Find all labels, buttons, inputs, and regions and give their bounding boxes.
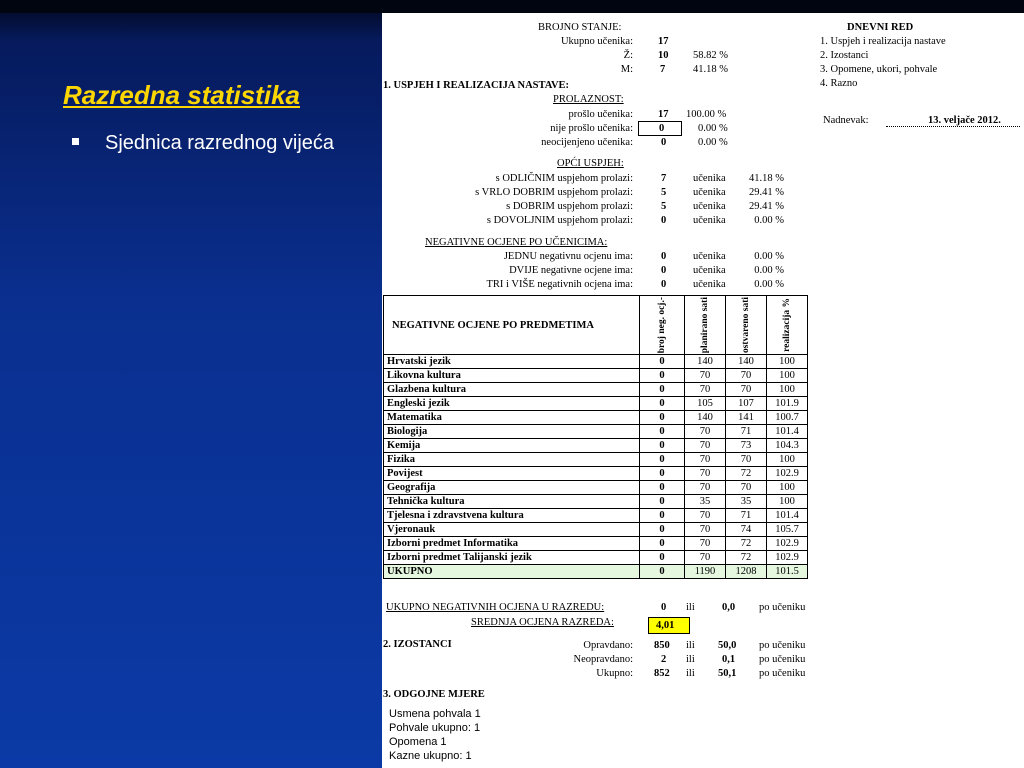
neg-count: 0 — [640, 355, 685, 369]
realized-hours: 72 — [726, 467, 767, 481]
planned-hours: 70 — [685, 509, 726, 523]
subject-name: Izborni predmet Talijanski jezik — [384, 551, 640, 565]
opci-pct: 29.41 % — [749, 187, 784, 198]
prolaznost-value: 0 — [661, 137, 667, 148]
opci-pct: 0.00 % — [754, 215, 784, 226]
neg-pct: 0.00 % — [754, 279, 784, 290]
planned-hours: 70 — [685, 383, 726, 397]
neg-count: 0 — [640, 439, 685, 453]
po-ucenika-text: po učeniku — [759, 668, 806, 679]
mjere-item: Pohvale ukupno: 1 — [389, 722, 481, 734]
realization-pct: 100 — [767, 355, 808, 369]
table-row — [384, 355, 808, 369]
neg-label: JEDNU negativnu ocjenu ima: — [503, 251, 633, 262]
realized-hours: 140 — [726, 355, 767, 369]
subject-name: Hrvatski jezik — [384, 355, 640, 369]
neg-count: 0 — [640, 509, 685, 523]
opci-label: s VRLO DOBRIM uspjehom prolazi: — [475, 187, 633, 198]
avg-grade-label: SREDNJA OCJENA RAZREDA: — [471, 617, 614, 628]
neg-per-student: 0,0 — [722, 602, 736, 613]
brojno-value: 7 — [660, 64, 666, 75]
subject-name: Engleski jezik — [384, 397, 640, 411]
slide-bullet — [72, 132, 334, 155]
brojno-value: 17 — [658, 36, 669, 47]
table-row — [384, 453, 808, 467]
realized-hours: 35 — [726, 495, 767, 509]
table-row — [384, 467, 808, 481]
opci-unit: učenika — [693, 201, 726, 212]
realized-hours: 71 — [726, 425, 767, 439]
table-row — [384, 481, 808, 495]
planned-hours: 70 — [685, 425, 726, 439]
subject-name: Glazbena kultura — [384, 383, 640, 397]
realization-pct: 100 — [767, 383, 808, 397]
predmeti-body — [384, 355, 808, 579]
brojno-header: BROJNO STANJE: — [538, 22, 622, 33]
mjere-item: Kazne ukupno: 1 — [389, 750, 472, 762]
opci-unit: učenika — [693, 173, 726, 184]
table-row — [384, 425, 808, 439]
table-row — [384, 537, 808, 551]
planned-hours: 140 — [685, 355, 726, 369]
planned-hours: 1190 — [685, 565, 726, 579]
ili-text: ili — [686, 602, 695, 613]
realization-pct: 102.9 — [767, 537, 808, 551]
table-row — [384, 523, 808, 537]
realization-pct: 101.9 — [767, 397, 808, 411]
col-ostv-header: ostvareno sati — [726, 296, 767, 355]
realized-hours: 70 — [726, 369, 767, 383]
neg-count: 0 — [640, 565, 685, 579]
mjere-item: Usmena pohvala 1 — [389, 708, 481, 720]
realization-pct: 101.5 — [767, 565, 808, 579]
realization-pct: 102.9 — [767, 551, 808, 565]
neg-count: 0 — [640, 495, 685, 509]
table-row — [384, 411, 808, 425]
subject-name: UKUPNO — [384, 565, 640, 579]
brojno-pct: 58.82 % — [693, 50, 728, 61]
realization-pct: 100 — [767, 495, 808, 509]
table-row — [384, 551, 808, 565]
realization-pct: 100 — [767, 481, 808, 495]
section-izostanci: 2. IZOSTANCI — [383, 639, 452, 650]
table-total-row — [384, 565, 808, 579]
opci-unit: učenika — [693, 215, 726, 226]
prolaznost-pct: 100.00 % — [686, 109, 727, 120]
realized-hours: 73 — [726, 439, 767, 453]
realization-pct: 100.7 — [767, 411, 808, 425]
dnevni-red-header: DNEVNI RED — [847, 22, 914, 33]
neg-unit: učenika — [693, 279, 726, 290]
brojno-pct: 41.18 % — [693, 64, 728, 75]
subject-name: Tehnička kultura — [384, 495, 640, 509]
neg-pct: 0.00 % — [754, 251, 784, 262]
dnevni-red-item: 1. Uspjeh i realizacija nastave — [820, 36, 946, 47]
slide-title: Razredna statistika — [63, 80, 300, 110]
neg-count: 0 — [640, 537, 685, 551]
date-label: Nadnevak: — [823, 115, 869, 126]
bullet-square-icon — [72, 138, 79, 145]
section-uspjeh: 1. USPJEH I REALIZACIJA NASTAVE: — [383, 80, 570, 91]
po-ucenika-text: po učeniku — [759, 602, 806, 613]
opci-value: 0 — [661, 215, 667, 226]
dnevni-red-item: 4. Razno — [820, 78, 858, 89]
planned-hours: 35 — [685, 495, 726, 509]
opci-pct: 29.41 % — [749, 201, 784, 212]
table-row — [384, 369, 808, 383]
prolaznost-label: nije prošlo učenika: — [550, 123, 633, 134]
planned-hours: 70 — [685, 467, 726, 481]
brojno-label: M: — [620, 64, 633, 75]
brojno-value: 10 — [658, 50, 669, 61]
planned-hours: 70 — [685, 537, 726, 551]
neg-label: TRI i VIŠE negativnih ocjena ima: — [486, 279, 633, 290]
opci-unit: učenika — [693, 187, 726, 198]
po-ucenika-text: po učeniku — [759, 640, 806, 651]
neg-count: 0 — [640, 369, 685, 383]
table-row — [384, 495, 808, 509]
col-neg-header: broj neg. ocj.- — [640, 296, 685, 355]
section-mjere: 3. ODGOJNE MJERE — [383, 689, 485, 700]
realized-hours: 70 — [726, 481, 767, 495]
realization-pct: 100 — [767, 453, 808, 467]
planned-hours: 140 — [685, 411, 726, 425]
realized-hours: 70 — [726, 453, 767, 467]
table-row — [384, 397, 808, 411]
opci-value: 5 — [661, 187, 667, 198]
ili-text: ili — [686, 654, 695, 665]
neg-count: 0 — [640, 551, 685, 565]
spreadsheet-image — [382, 13, 1024, 768]
subject-name: Izborni predmet Informatika — [384, 537, 640, 551]
realized-hours: 72 — [726, 551, 767, 565]
table-header-row — [384, 296, 808, 355]
bullet-text: Sjednica razrednog vijeća — [105, 132, 335, 154]
brojno-label: Ž: — [623, 50, 633, 61]
realization-pct: 104.3 — [767, 439, 808, 453]
realized-hours: 70 — [726, 383, 767, 397]
realized-hours: 74 — [726, 523, 767, 537]
opci-value: 7 — [661, 173, 667, 184]
neg-label: DVIJE negativne ocjene ima: — [509, 265, 633, 276]
izostanci-label: Opravdano: — [583, 640, 633, 651]
neg-total-label: UKUPNO NEGATIVNIH OCJENA U RAZREDU: — [386, 602, 605, 613]
neg-unit: učenika — [693, 265, 726, 276]
planned-hours: 70 — [685, 369, 726, 383]
neg-count: 0 — [640, 453, 685, 467]
prolaznost-label: prošlo učenika: — [568, 109, 633, 120]
realized-hours: 71 — [726, 509, 767, 523]
planned-hours: 70 — [685, 439, 726, 453]
neg-count: 0 — [640, 467, 685, 481]
subject-name: Matematika — [384, 411, 640, 425]
dnevni-red-item: 3. Opomene, ukori, pohvale — [820, 64, 938, 75]
prolaznost-value: 0 — [659, 123, 665, 134]
neg-count: 0 — [640, 397, 685, 411]
planned-hours: 70 — [685, 453, 726, 467]
realization-pct: 105.7 — [767, 523, 808, 537]
izostanci-per: 50,1 — [718, 668, 737, 679]
neg-total-value: 0 — [661, 602, 667, 613]
prolaznost-header: PROLAZNOST: — [553, 94, 624, 105]
izostanci-label: Neopravdano: — [573, 654, 633, 665]
realization-pct: 100 — [767, 369, 808, 383]
izostanci-per: 50,0 — [718, 640, 737, 651]
top-bar — [0, 0, 1024, 13]
izostanci-value: 2 — [661, 654, 667, 665]
izostanci-value: 852 — [654, 668, 670, 679]
neg-count: 0 — [640, 411, 685, 425]
opci-label: s DOBRIM uspjehom prolazi: — [506, 201, 633, 212]
planned-hours: 70 — [685, 551, 726, 565]
date-value: 13. veljače 2012. — [928, 115, 1001, 126]
predmeti-table — [383, 295, 808, 579]
opci-value: 5 — [661, 201, 667, 212]
subject-name: Povijest — [384, 467, 640, 481]
realized-hours: 1208 — [726, 565, 767, 579]
subject-name: Geografija — [384, 481, 640, 495]
ili-text: ili — [686, 640, 695, 651]
neg-pct: 0.00 % — [754, 265, 784, 276]
brojno-label: Ukupno učenika: — [560, 36, 633, 47]
neg-count: 0 — [640, 481, 685, 495]
planned-hours: 70 — [685, 481, 726, 495]
subject-name: Vjeronauk — [384, 523, 640, 537]
neg-value: 0 — [661, 251, 667, 262]
realized-hours: 72 — [726, 537, 767, 551]
neg-value: 0 — [661, 265, 667, 276]
prolaznost-value: 17 — [658, 109, 669, 120]
neg-count: 0 — [640, 383, 685, 397]
neg-unit: učenika — [693, 251, 726, 262]
subject-name: Likovna kultura — [384, 369, 640, 383]
neg-count: 0 — [640, 523, 685, 537]
realization-pct: 101.4 — [767, 425, 808, 439]
opci-label: s DOVOLJNIM uspjehom prolazi: — [486, 215, 633, 226]
col-real-header: realizacija % — [767, 296, 808, 355]
planned-hours: 105 — [685, 397, 726, 411]
planned-hours: 70 — [685, 523, 726, 537]
avg-grade-value: 4,01 — [656, 620, 675, 631]
subject-name: Fizika — [384, 453, 640, 467]
neg-value: 0 — [661, 279, 667, 290]
po-ucenika-text: po učeniku — [759, 654, 806, 665]
izostanci-label: Ukupno: — [596, 668, 633, 679]
subject-name: Biologija — [384, 425, 640, 439]
predmeti-header: NEGATIVNE OCJENE PO PREDMETIMA — [384, 296, 640, 355]
prolaznost-pct: 0.00 % — [698, 123, 728, 134]
opci-label: s ODLIČNIM uspjehom prolazi: — [495, 173, 633, 184]
prolaznost-label: neocijenjeno učenika: — [541, 137, 633, 148]
realization-pct: 102.9 — [767, 467, 808, 481]
realized-hours: 107 — [726, 397, 767, 411]
opci-uspjeh-header: OPĆI USPJEH: — [557, 158, 624, 169]
izostanci-value: 850 — [654, 640, 670, 651]
izostanci-per: 0,1 — [722, 654, 736, 665]
neg-ucenici-header: NEGATIVNE OCJENE PO UČENICIMA: — [425, 237, 608, 248]
table-row — [384, 383, 808, 397]
mjere-item: Opomena 1 — [389, 736, 447, 748]
prolaznost-pct: 0.00 % — [698, 137, 728, 148]
realization-pct: 101.4 — [767, 509, 808, 523]
table-row — [384, 509, 808, 523]
subject-name: Kemija — [384, 439, 640, 453]
realized-hours: 141 — [726, 411, 767, 425]
opci-pct: 41.18 % — [749, 173, 784, 184]
subject-name: Tjelesna i zdravstvena kultura — [384, 509, 640, 523]
table-row — [384, 439, 808, 453]
ili-text: ili — [686, 668, 695, 679]
neg-count: 0 — [640, 425, 685, 439]
col-plan-header: planirano sati — [685, 296, 726, 355]
dnevni-red-item: 2. Izostanci — [820, 50, 869, 61]
